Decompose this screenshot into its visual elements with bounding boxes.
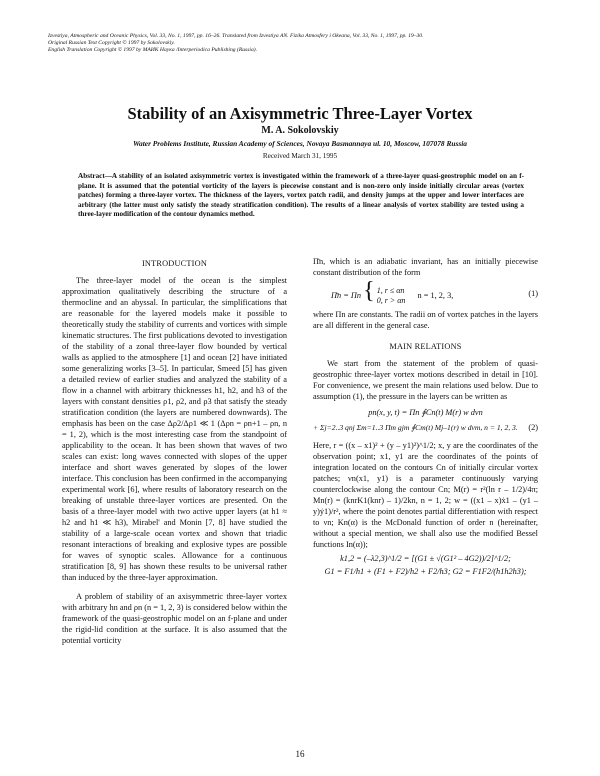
eq1-lhs: Π̄n = Πn — [331, 291, 362, 300]
right-paragraph-3: We start from the statement of the problem of quasi-geostrophic three-layer vortex motions described in detail in [10]. For convenience, we present the main relations used below. Due to assumption (1), the pressure in the layers can be written as — [313, 359, 538, 402]
right-paragraph-2: where Πn are constants. The radii αn of vortex patches in the layers are all different in the general case. — [313, 310, 538, 331]
header-line-1: Izvestiya, Atmospheric and Oceanic Physics, Vol. 33, No. 1, 1997, pp. 16–26. Translated from Izvestiya AN. Fizika Atmosfery i Okeana, Vol. 33, No. 1, 1997, pp. 19–30. — [48, 33, 424, 39]
section-heading-introduction: INTRODUCTION — [141, 259, 208, 268]
right-paragraph-1: Π̄n, which is an adiabatic invariant, has an initially piecewise constant distribution of the form — [313, 257, 538, 277]
intro-paragraph-1: The three-layer model of the ocean is the simplest approximation qualitatively describing the structure of a thermocline and an abyssal. In particular, the simplifications that are reasonable for the layered models make it possible to theoretically study the stability of currents and vortices with simple kinematic structures. The first publications devoted to investigation of the stability of a zonal three-layer flow bounded by vertical walls as applied to the atmosphere [1] and ocean [2] have initiated some generalizing works [3–5]. In particular, Smeed [5] has given a detailed review of earlier studies and analyzed the stability of a flow in a channel with arbitrary thicknesses h1, h2, and h3 of the layers with constant densities ρ1, ρ2, and ρ3 that satisfy the steady stratification condition (the layers are numbered downwards). The emphasis has been on the case Δρ2/Δρ1 ≪ 1 (Δρn = ρn+1 – ρn, n = 1, 2), which is the most interesting case from the standpoint of applicability to the ocean. It has been shown that waves of two scales can exist: long waves connected with slopes of the upper interface and short waves generated by slopes of the lower interface. This conclusion has been confirmed in the accompanying experimental work [6], where results of laboratory research on the breaking of unstable three-layer vortices are presented. On the basis of a three-layer model with two active upper layers (at h1 ≈ h2 and h1 ≪ h3), Mirabel' and Monin [7, 8] have studied the stability of a large-scale ocean vortex and shown that triadic resonant interactions of breaking and explosive types are possible for waves of synoptic scales. Allowance for a continuous stratification [8, 9] has shown these results to be universal rather than induced by the three-layer approximation. — [62, 276, 287, 582]
eq1-condition: n = 1, 2, 3, — [417, 291, 454, 300]
eq3-line-1: k1,2 = (–λ2,3)^1/2 = [(G1 ± √(G1² – 4G2))/2]^1/2; — [340, 554, 511, 564]
eq1-cases — [377, 286, 406, 306]
equation-1 — [313, 278, 538, 306]
eq1-number: (1) — [528, 289, 538, 299]
abstract: Abstract—A stability of an isolated axisymmetric vortex is investigated within the framework of a three-layer quasi-geostrophic model on an f-plane. It is assumed that the potential vorticity of the layers is piecewise constant and is non-zero only inside initially circular areas (vortex patches) forming a three-layer vortex. The thickness of the layers, vortex patch radii, and density jumps at the upper and lower interfaces are arbitrary (the latter must only satisfy the steady stratification condition). The results of a linear analysis of vortex stability are tested using a three-layer modification of the contour dynamics method. — [78, 172, 524, 219]
brace-icon: { — [363, 278, 375, 304]
intro-paragraph-2: A problem of stability of an axisymmetric three-layer vortex with arbitrary hn and ρn (n = 1, 2, 3) is considered below within the framework of the quasi-geostrophic model on an f-plane and under the rigid-lid condition at the surface. It is also assumed that the potential vorticity — [62, 592, 287, 645]
affiliation: Water Problems Institute, Russian Academy of Sciences, Novaya Basmannaya ul. 10, Moscow, 107078 Russia — [133, 139, 467, 148]
right-paragraph-4: Here, r = ((x – x1)² + (y – y1)²)^1/2; x, y are the coordinates of the observation point; x1, y1 are the coordinates of the points of integration located on the contours Cn of initially circular vortex patches; νn(x1, y1) is a parameter continuously varying counterclockwise along the contour Cn; M(r) = r²(ln r – 1/2)/4π; Mn(r) = (knrK1(knr) – 1)/2kn, n = 1, 2; w = ((x1 – x)ẋ1 – (y1 – y)ẏ1)/r², where the point denotes partial differentiation with respect to νn; Kn(α) is the McDonald function of order n (hereinafter, without a special mention, we shall also use the modified Bessel functions In(α)); — [313, 441, 538, 550]
paper-title: Stability of an Axisymmetric Three-Layer Vortex — [127, 104, 473, 123]
eq3-line-2: G1 = F1/h1 + (F1 + F2)/h2 + F2/h3; G2 = F1F2/(h1h2h3); — [324, 567, 527, 577]
journal-header — [48, 33, 568, 55]
right-column — [313, 256, 538, 579]
section-heading-main-relations: MAIN RELATIONS — [389, 342, 462, 352]
author: M. A. Sokolovskiy — [261, 125, 339, 136]
eq2-number: (2) — [528, 423, 538, 433]
page-number: 16 — [295, 749, 305, 759]
eq1-case-1: 1, r ≤ αn — [376, 286, 405, 296]
equation-3 — [313, 553, 538, 577]
equation-2 — [313, 407, 538, 435]
eq2-line-2: + Σj=2..3 qnj Σm=1..3 Πm gjm ∮Cm(t) Mj–1(r) w dνm, n = 1, 2, 3. — [313, 423, 518, 433]
header-line-2: Original Russian Text Copyright © 1997 by Sokolovskiy. — [48, 40, 175, 47]
received-date: Received March 31, 1995 — [262, 152, 338, 160]
eq2-line-1: pn(x, y, t) = Πn ∮Cn(t) M(r) w dνn — [368, 408, 483, 418]
left-column — [62, 256, 287, 646]
header-line-3: English Translation Copyright © 1997 by MAИK Hayкa /Interperiodica Publishing (Russia). — [48, 47, 258, 54]
eq1-case-2: 0, r > αn — [376, 296, 406, 306]
